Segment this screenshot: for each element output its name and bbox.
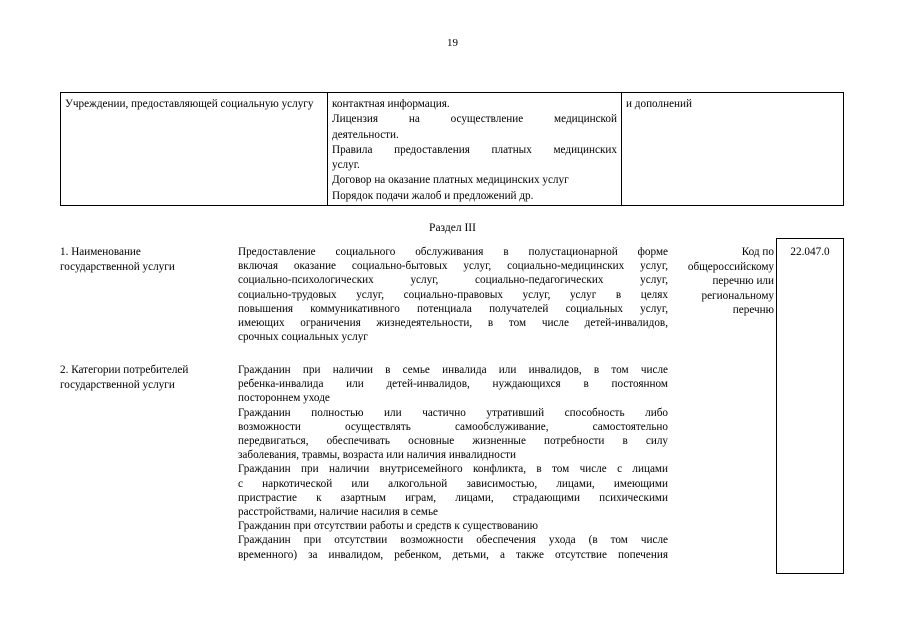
text-line: социально-психологических услуг, социально-педагогических услуг, [238,274,668,287]
table-cell-institution: Учреждении, предоставляющей социальную услугу [61,93,328,205]
text-line: Гражданин при наличии внутрисемейного конфликта, в том числе с лицами [238,463,668,476]
text-line: повышения коммуникативного потенциала получателей социальных услуг, [238,302,668,315]
text-line: Гражданин при наличии в семье инвалида или инвалидов, в том числе [238,364,668,376]
continuation-table [60,92,844,206]
code-value-box [776,238,844,574]
text-line: заболевания, травмы, возраста или наличия инвалидности [238,449,516,462]
item2-label: 2. Категории потребителей государственной услуги [60,364,189,391]
item1-text [238,245,668,344]
text-line: Предоставление социального обслуживания в полустационарной форме [238,246,668,258]
info-line: деятельности. [332,128,399,141]
table-cell-information [328,93,622,205]
item2-text [238,363,668,562]
page-number: 19 [447,37,458,49]
info-line: Порядок подачи жалоб и предложений др. [332,189,534,202]
text-line: включая оказание социально-бытовых услуг, социально-медицинских услуг, [238,260,668,273]
text-line: постороннем уходе [238,392,330,405]
info-line: услуг. [332,159,360,172]
item1-label: 1. Наименование государственной услуги [60,246,175,273]
text-line: временного) за инвалидом, ребенком, детьми, а также отсутствие попечения [238,548,668,561]
text-line: социально-трудовых услуг, социально-правовых услуг, услуг в целях [238,288,668,301]
code-label: Код по общероссийскому перечню или региональному перечню [687,246,774,316]
text-line: Гражданин полностью или частично утративший способность либо [238,406,668,419]
text-line: Гражданин при отсутствии работы и средств к существованию [238,520,538,533]
info-line: контактная информация. [332,98,450,110]
text-line: передвигаться, обеспечивать основные жизненные потребности в силу [238,435,668,448]
info-line: Правила предоставления платных медицинских [332,143,617,156]
text-line: возможности осуществлять самообслуживание, самостоятельно [238,420,668,433]
code-value: 22.047.0 [790,246,830,258]
text-line: пристрастие к азартным играм, лицами, страдающими психическими [238,491,668,504]
info-line: Лицензия на осуществление медицинской [332,113,617,126]
table-cell-updates: и дополнений [626,98,692,110]
section-title: Раздел III [429,222,476,234]
text-line: срочных социальных услуг [238,331,368,344]
text-line: ребенка-инвалида или детей-инвалидов, нуждающихся в постоянном [238,378,668,391]
text-line: с наркотической или алкогольной зависимостью, лицами, имеющими [238,477,668,490]
text-line: Гражданин при отсутствии возможности обеспечения ухода (в том числе [238,534,668,547]
text-line: расстройствами, наличие насилия в семье [238,506,439,519]
text-line: имеющих ограничения жизнедеятельности, в том числе детей-инвалидов, [238,317,668,330]
info-line: Договор на оказание платных медицинских услуг [332,174,569,187]
